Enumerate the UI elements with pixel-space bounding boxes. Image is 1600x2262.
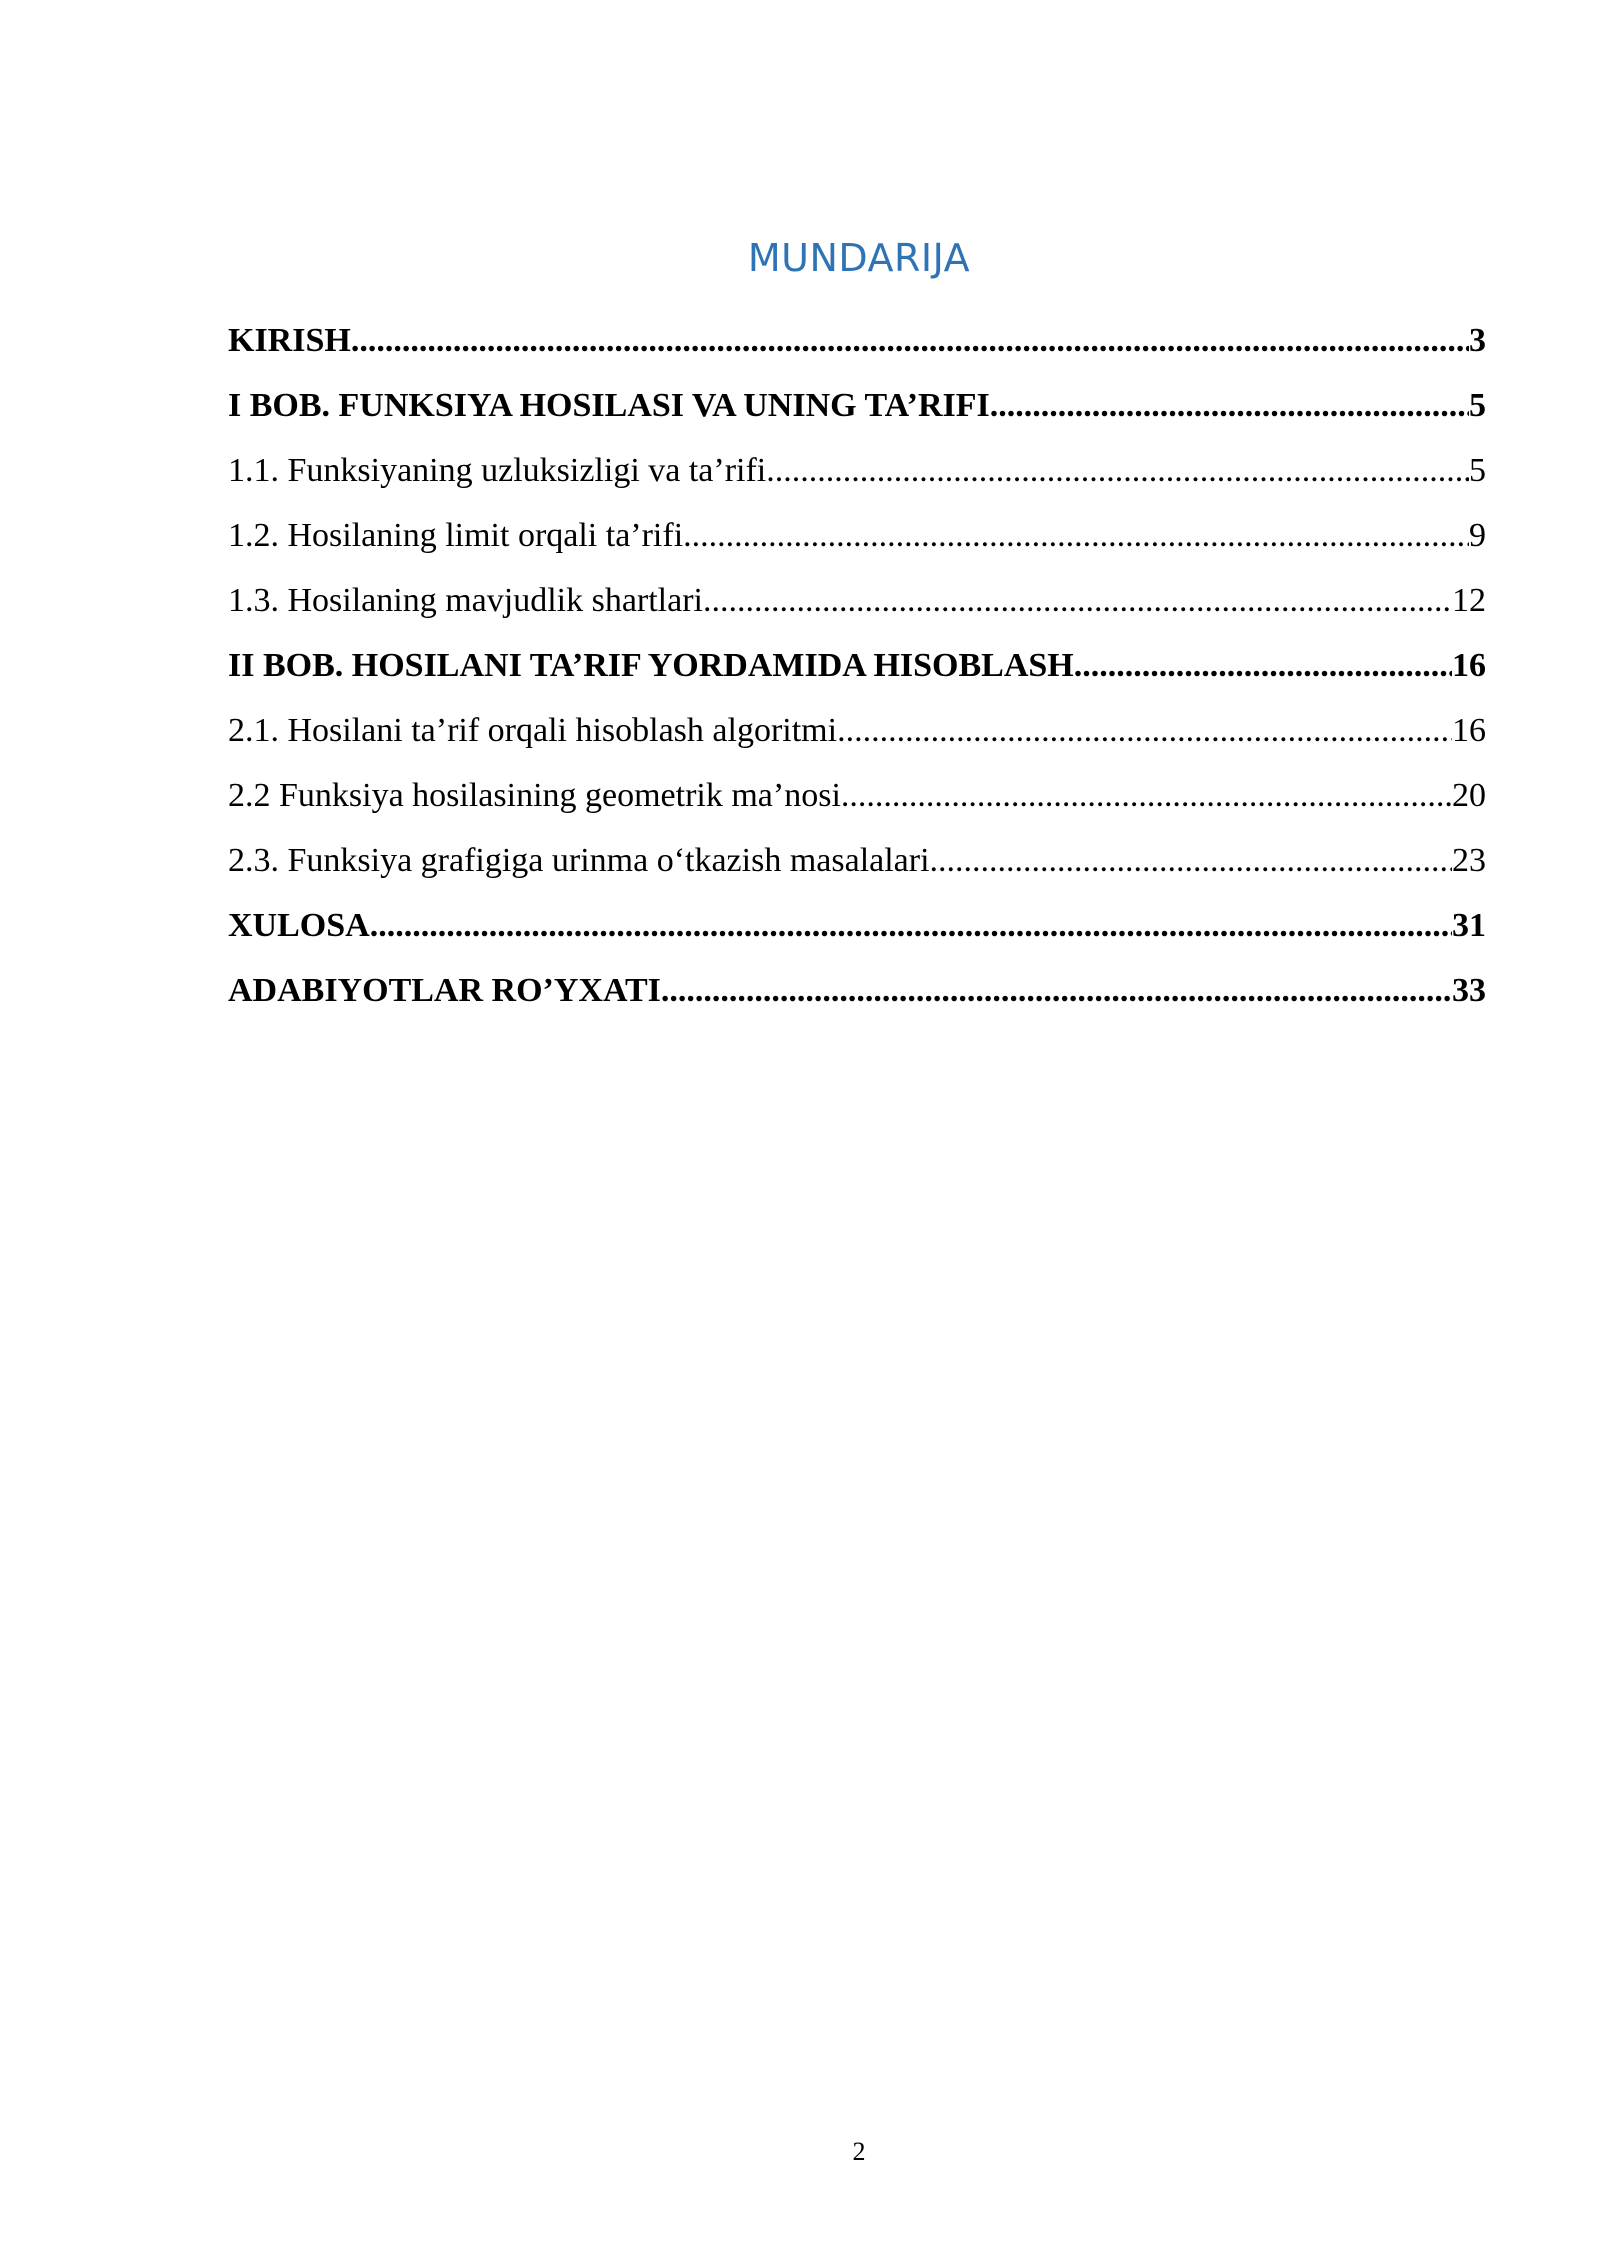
toc-entry-text: 1.1. Funksiyaning uzluksizligi va ta’rifi [228,452,767,489]
toc-entry[interactable] [228,698,1486,763]
toc-entry-text: KIRISH [228,322,351,359]
toc-dot-leader [930,828,1452,893]
toc-dot-leader [990,373,1469,438]
table-of-contents [228,308,1486,1023]
toc-dot-leader [351,308,1469,373]
toc-entry[interactable] [228,763,1486,828]
toc-entry-page: 16 [1452,647,1486,684]
toc-entry[interactable] [228,308,1486,373]
toc-entry[interactable] [228,893,1486,958]
toc-entry[interactable] [228,438,1486,503]
toc-entry-page: 5 [1469,452,1486,489]
toc-dot-leader [370,893,1452,958]
toc-entry-page: 23 [1452,842,1486,879]
toc-entry-text: XULOSA [228,907,370,944]
toc-dot-leader [841,763,1452,828]
toc-entry[interactable] [228,958,1486,1023]
toc-dot-leader [683,503,1469,568]
toc-title: MUNDARIJA [747,236,971,280]
page-number: 2 [852,2137,866,2166]
toc-dot-leader [766,438,1469,503]
toc-entry[interactable] [228,373,1486,438]
toc-dot-leader [661,958,1452,1023]
toc-entry[interactable] [228,633,1486,698]
toc-entry-text: 2.2 Funksiya hosilasining geometrik ma’nosi [228,777,841,814]
toc-entry[interactable] [228,503,1486,568]
toc-entry-text: 1.3. Hosilaning mavjudlik shartlari [228,582,703,619]
toc-entry-page: 31 [1452,907,1486,944]
toc-dot-leader [1074,633,1452,698]
toc-entry-page: 12 [1452,582,1486,619]
toc-entry-page: 5 [1469,387,1486,424]
toc-entry-page: 9 [1469,517,1486,554]
toc-dot-leader [703,568,1452,633]
toc-entry-text: 2.1. Hosilani ta’rif orqali hisoblash algoritmi [228,712,838,749]
toc-entry-text: ADABIYOTLAR RO’YXATI [228,972,661,1009]
toc-entry-page: 20 [1452,777,1486,814]
toc-entry-page: 3 [1469,322,1486,359]
toc-entry[interactable] [228,568,1486,633]
toc-entry-text: 1.2. Hosilaning limit orqali ta’rifi [228,517,684,554]
toc-entry[interactable] [228,828,1486,893]
toc-entry-page: 16 [1452,712,1486,749]
toc-entry-text: II BOB. HOSILANI TA’RIF YORDAMIDA HISOBLASH [228,647,1074,684]
toc-entry-page: 33 [1452,972,1486,1009]
toc-dot-leader [837,698,1452,763]
toc-entry-text: 2.3. Funksiya grafigiga urinma o‘tkazish masalalari [228,842,930,879]
toc-entry-text: I BOB. FUNKSIYA HOSILASI VA UNING TA’RIFI [228,387,990,424]
